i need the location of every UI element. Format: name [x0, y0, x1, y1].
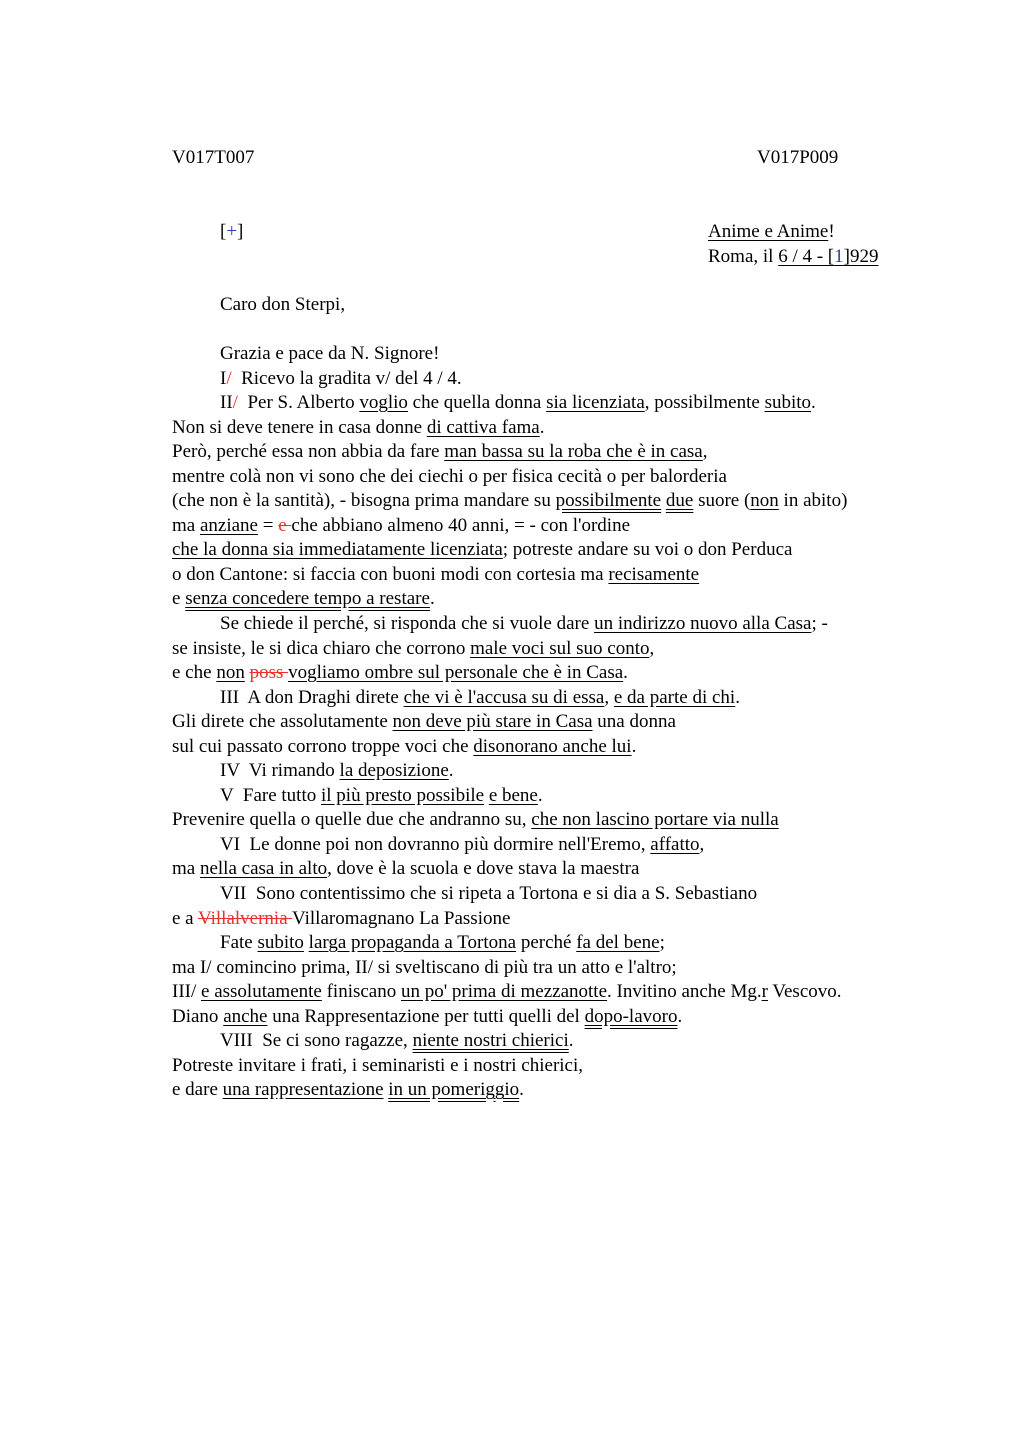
date-part	[778, 246, 878, 267]
text-line-28	[172, 1005, 932, 1030]
text-segment: ; potreste andare su voi o don Perduca	[502, 539, 793, 561]
letter-body	[172, 342, 932, 1103]
text-line-21	[172, 833, 932, 858]
text-segment: (che non è la santità), - bisogna prima mandare su	[172, 490, 556, 512]
underlined-text: subito	[257, 932, 304, 954]
text-line-2	[172, 367, 932, 392]
underlined-text: subito	[764, 392, 812, 414]
text-segment: che quella donna	[407, 392, 547, 414]
text-segment: , dove è la scuola e dove stava la maestra	[327, 858, 640, 880]
text-segment: Vescovo.	[767, 981, 842, 1003]
deleted-text: poss	[249, 662, 289, 684]
underlined-text: nella casa in alto	[199, 858, 328, 880]
text-line-18	[172, 759, 932, 784]
text-line-7	[172, 489, 932, 514]
underlined-text: la deposizione	[339, 760, 449, 782]
letter-title-excl: !	[828, 221, 835, 242]
text-segment: ,	[702, 441, 708, 463]
text-line-24	[172, 907, 932, 932]
text-segment: . Invitino anche Mg.	[607, 981, 762, 1003]
underlined-text: senza concedere tempo a restare	[185, 588, 430, 610]
text-segment: .	[429, 588, 435, 610]
text-segment: sul cui passato corrono troppe voci che	[172, 735, 474, 757]
text-segment: ;	[659, 932, 665, 954]
text-segment: ma	[172, 514, 200, 536]
underlined-text: che la donna sia immediatamente licenziata	[172, 539, 503, 561]
underlined-text: affatto	[650, 833, 700, 855]
underlined-text: e da parte di chi	[613, 686, 736, 708]
text-segment: Villaromagnano La Passione	[292, 907, 511, 929]
date-a: 6 / 4 - [	[778, 245, 835, 267]
text-segment: .	[623, 662, 628, 684]
text-segment: perché	[516, 932, 577, 954]
text-segment: .	[631, 735, 637, 757]
text-segment: .	[448, 760, 454, 782]
underlined-text: fa del bene	[576, 932, 660, 954]
underlined-text: e assolutamente	[201, 981, 322, 1003]
text-segment: .	[677, 1005, 683, 1027]
text-segment: VI Le donne poi non dovranno più dormire nell'Eremo,	[220, 833, 651, 855]
text-segment: , possibilmente	[644, 392, 765, 414]
text-segment: ,	[649, 637, 655, 659]
text-line-19	[172, 784, 932, 809]
text-line-29	[172, 1029, 932, 1054]
text-line-1: Grazia e pace da N. Signore!	[220, 343, 440, 364]
letter-title-text: Anime e Anime	[708, 221, 829, 242]
text-segment: .	[811, 392, 816, 414]
bracket-open: [	[220, 221, 227, 242]
bracket-close: ]	[237, 221, 244, 242]
text-line-12	[172, 612, 932, 637]
underlined-text: disonorano anche lui	[473, 735, 632, 757]
underlined-text: recisamente	[608, 563, 700, 585]
point-number: I	[220, 367, 227, 389]
text-segment: =	[257, 514, 279, 536]
underlined-text: voglio	[359, 392, 408, 414]
text-segment: ,	[604, 686, 614, 708]
text-segment: .	[568, 1030, 574, 1052]
text-line-17	[172, 735, 932, 760]
text-segment: e dare	[172, 1079, 223, 1101]
text-line-11	[172, 587, 932, 612]
text-segment: Fate	[220, 932, 258, 954]
text-segment: .	[537, 784, 543, 806]
underlined-text: il più presto possibile	[320, 784, 485, 806]
text-segment: finiscano	[321, 981, 401, 1003]
text-line-16	[172, 710, 932, 735]
text-line-4	[172, 416, 932, 441]
underlined-text: sia licenziata	[546, 392, 645, 414]
underlined-text: in un pomeriggio	[388, 1079, 520, 1101]
underlined-text: anche	[223, 1005, 268, 1027]
text-line-13	[172, 637, 932, 662]
text-segment: Gli direte che assolutamente	[172, 711, 393, 733]
cross-symbol: +	[226, 221, 238, 242]
text-line-22	[172, 857, 932, 882]
text-segment: IV Vi rimando	[220, 760, 340, 782]
underlined-text: man bassa su la roba che è in casa	[444, 441, 703, 463]
text-segment: o don Cantone: si faccia con buoni modi con cortesia ma	[172, 563, 609, 585]
text-segment: Però, perché essa non abbia da fare	[172, 441, 445, 463]
text-segment: e che	[172, 662, 217, 684]
underlined-text: due	[665, 490, 694, 512]
text-segment: Se chiede il perché, si risponda che si vuole dare	[220, 613, 595, 635]
underlined-text: un indirizzo nuovo alla Casa	[594, 613, 812, 635]
underlined-text: un po' prima di mezzanotte	[401, 981, 608, 1003]
underlined-text: larga propaganda a Tortona	[308, 932, 517, 954]
underlined-text: dopo-lavoro	[584, 1005, 678, 1027]
letter-date	[708, 245, 878, 270]
text-segment: in abito)	[778, 490, 848, 512]
text-segment: ma	[172, 858, 200, 880]
letter-title	[708, 220, 878, 245]
underlined-text: possibilmente	[555, 490, 662, 512]
text-segment: ,	[699, 833, 705, 855]
text-segment: .	[539, 416, 545, 438]
deleted-text: e	[278, 514, 292, 536]
text-segment: III/	[172, 981, 202, 1003]
text-line-9	[172, 538, 932, 563]
text-segment: Non si deve tenere in casa donne	[172, 416, 427, 438]
underlined-text: di cattiva fama	[426, 416, 540, 438]
underlined-text: una rappresentazione	[222, 1079, 384, 1101]
cross-marker	[220, 220, 243, 244]
heading-block	[708, 220, 878, 269]
text-segment: che abbiano almeno 40 anni, = - con l'ordine	[291, 514, 631, 536]
text-line-3	[172, 391, 932, 416]
text-line-14	[172, 661, 932, 686]
text-segment: .	[519, 1079, 524, 1101]
document-code-right: V017P009	[757, 147, 839, 168]
text-line-5	[172, 440, 932, 465]
text-segment: Per S. Alberto	[237, 392, 360, 414]
text-line-20	[172, 808, 932, 833]
slash-mark: /	[232, 392, 238, 414]
deleted-text: Villalvernia	[198, 907, 293, 929]
underlined-text: male voci sul suo conto	[470, 637, 650, 659]
underlined-text: e bene	[488, 784, 538, 806]
underlined-text: r	[761, 981, 768, 1003]
text-line-27	[172, 980, 932, 1005]
text-line-8	[172, 514, 932, 539]
text-segment: una donna	[592, 711, 676, 733]
date-b: ]929	[843, 245, 879, 267]
text-segment: V Fare tutto	[220, 784, 321, 806]
text-segment: Prevenire quella o quelle due che andranno su,	[172, 809, 532, 831]
text-segment: e	[172, 588, 186, 610]
text-segment: ; -	[811, 613, 828, 635]
place-prefix: Roma, il	[708, 245, 779, 267]
text-line-31	[172, 1078, 932, 1103]
underlined-text: anziane	[199, 514, 258, 536]
text-segment: se insiste, le si dica chiaro che corrono	[172, 637, 471, 659]
underlined-text: non	[750, 490, 779, 512]
text-segment: .	[735, 686, 740, 708]
text-segment: suore (	[693, 490, 751, 512]
text-segment: Diano	[172, 1005, 224, 1027]
underlined-text: non deve più stare in Casa	[392, 711, 593, 733]
text-line-25	[172, 931, 932, 956]
slash-mark: /	[226, 367, 232, 389]
text-line-26: ma I/ comincino prima, II/ si sveltiscano di più tra un atto e l'altro;	[172, 956, 677, 978]
text-line-10	[172, 563, 932, 588]
document-code-left: V017T007	[172, 147, 255, 168]
text-segment: III A don Draghi direte	[220, 686, 404, 708]
underlined-text: niente nostri chierici	[412, 1030, 569, 1052]
text-line-15	[172, 686, 932, 711]
text-line-23: VII Sono contentissimo che si ripeta a Tortona e si dia a S. Sebastiano	[220, 883, 758, 905]
point-number: II	[220, 392, 233, 414]
text-line-6: mentre colà non vi sono che dei ciechi o per fisica cecità o per balorderia	[172, 465, 727, 487]
underlined-text: che non lascino portare via nulla	[531, 809, 779, 831]
text-segment: VIII Se ci sono ragazze,	[220, 1030, 413, 1052]
underlined-text: vogliamo ombre sul personale che è in Casa	[288, 662, 624, 684]
underlined-text: che vi è l'accusa su di essa	[403, 686, 605, 708]
text-segment: e a	[172, 907, 199, 929]
text-line-30: Potreste invitare i frati, i seminaristi e i nostri chierici,	[172, 1054, 584, 1076]
salutation: Caro don Sterpi,	[220, 294, 346, 315]
line-text: Ricevo la gradita v/ del 4 / 4.	[231, 367, 462, 389]
underlined-text: non	[216, 662, 245, 684]
text-segment: una Rappresentazione per tutti quelli del	[267, 1005, 585, 1027]
date-insert: 1	[834, 245, 844, 267]
